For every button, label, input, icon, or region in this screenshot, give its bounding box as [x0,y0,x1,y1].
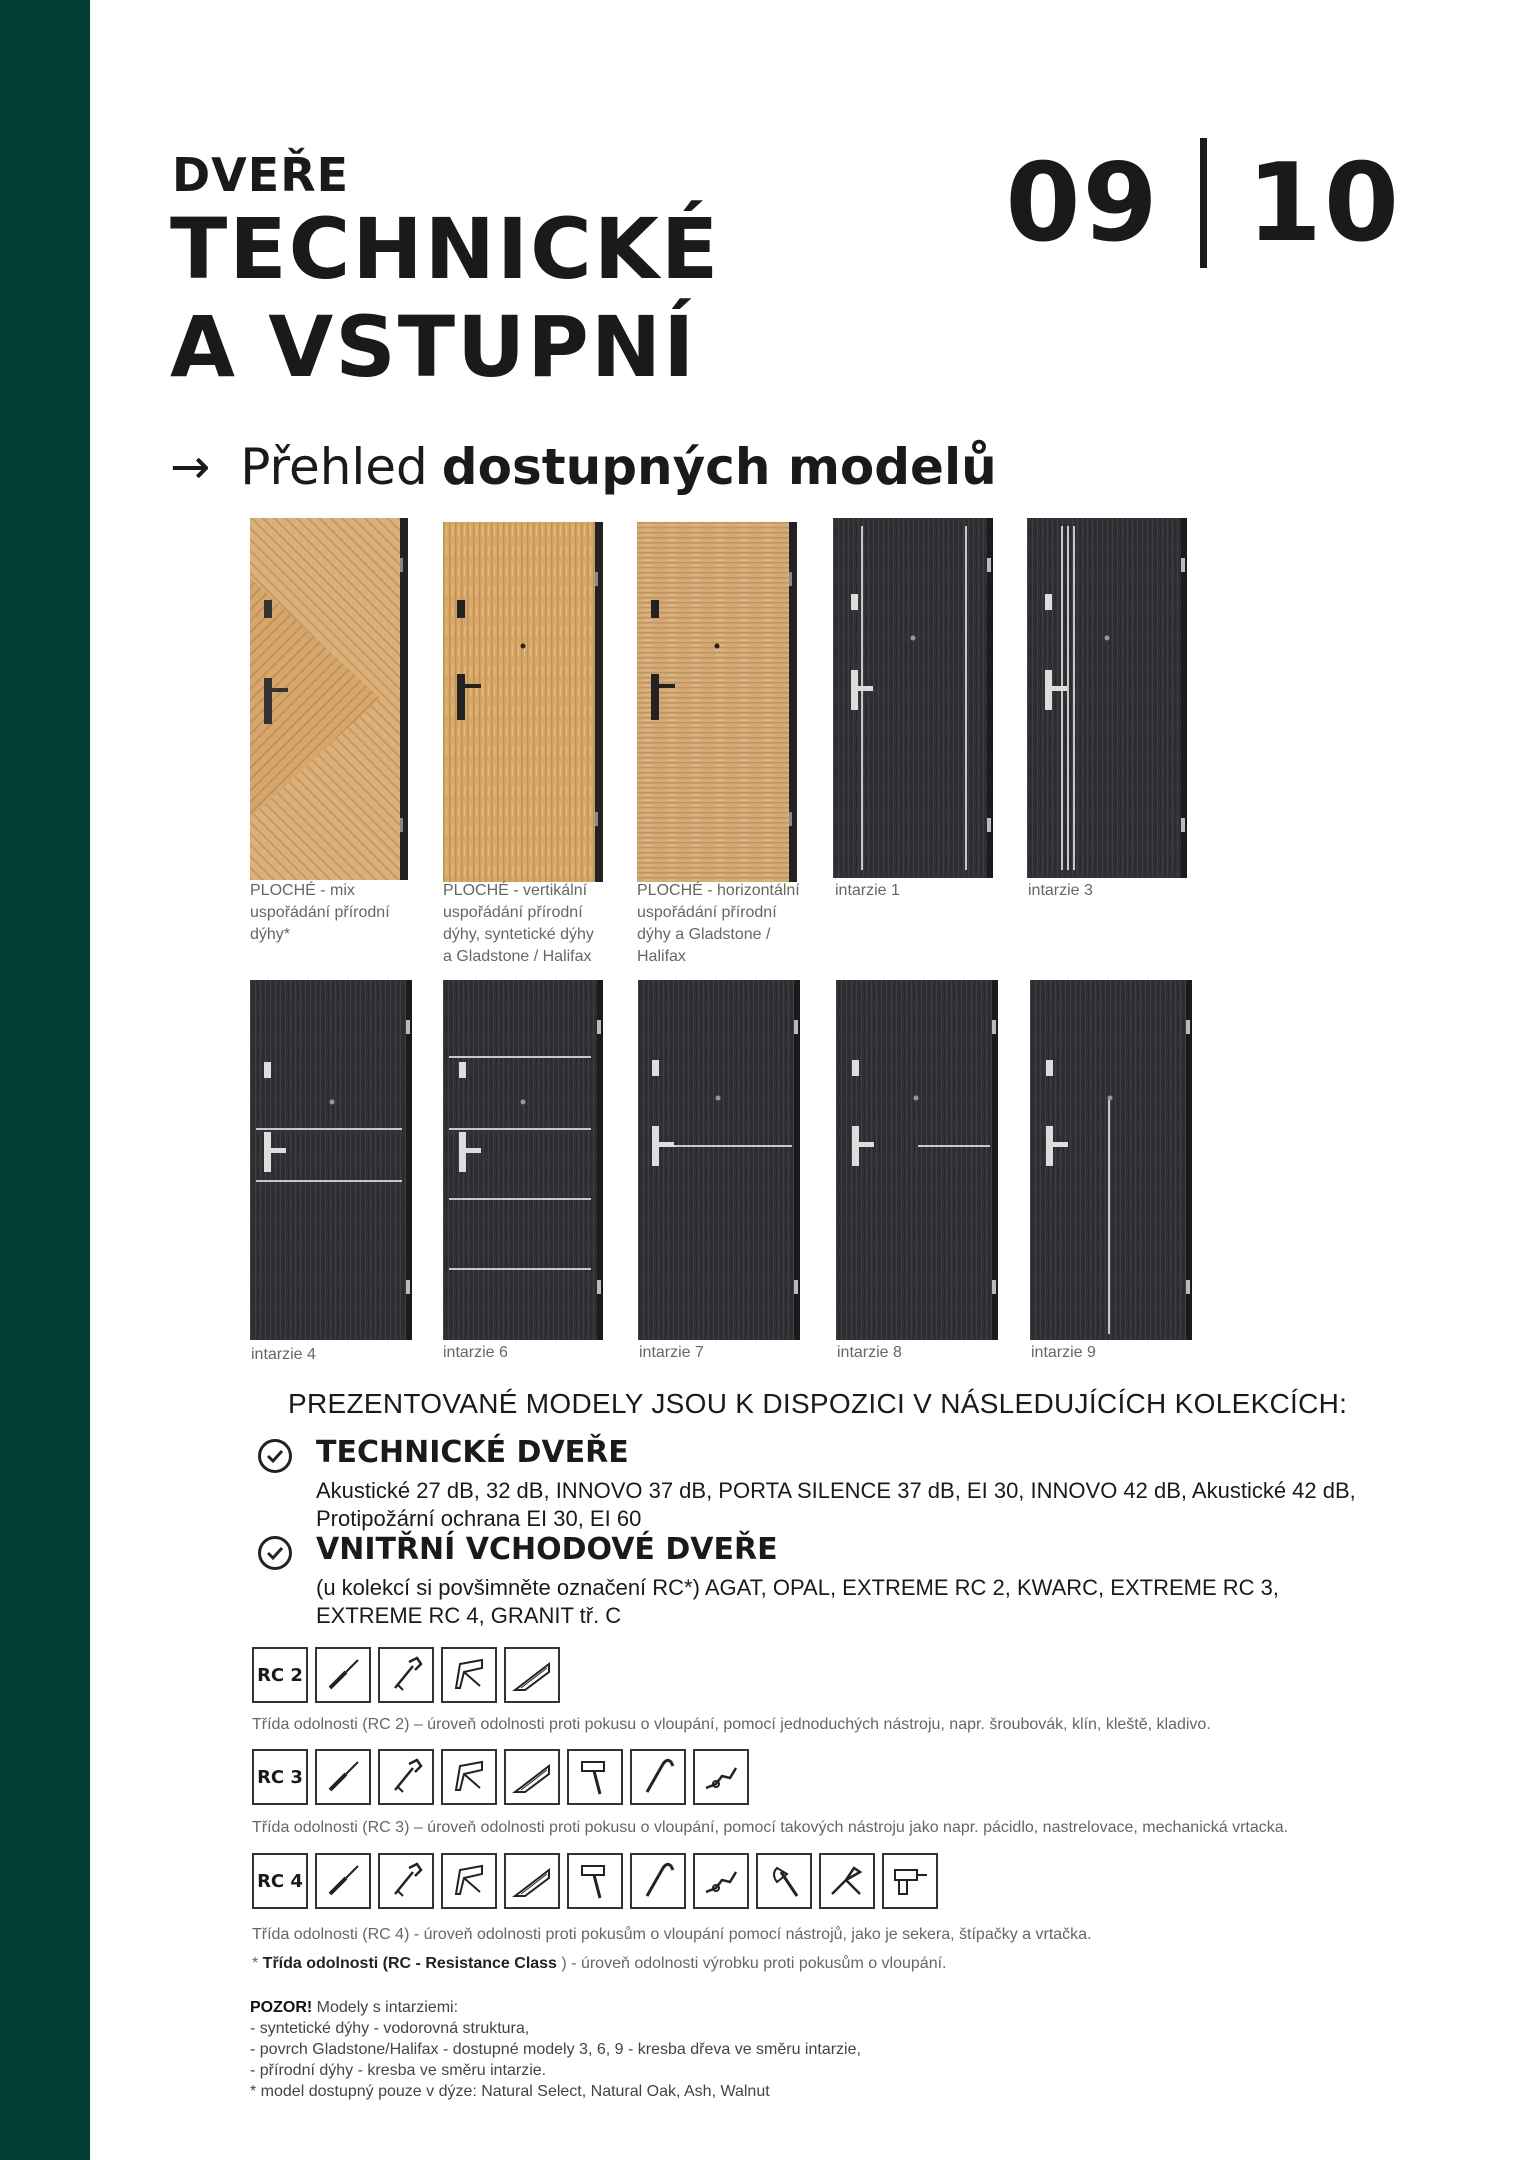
rc-footnote [252,1955,947,1973]
door-image [250,518,408,880]
door-image [443,522,603,882]
caption-intarzie-7 [639,1342,704,1364]
wedge-icon [504,1853,560,1909]
rc3-label: RC 3 [252,1749,308,1805]
page-right: 10 [1246,140,1401,266]
crowbar-icon [630,1853,686,1909]
caption-line: dýhy a Gladstone / [637,926,771,943]
heading-entry: A VSTUPNÍ [170,298,697,396]
footnote-star: * [252,1955,263,1972]
caption-line: dýhy, syntetické dýhy [443,926,594,943]
page-divider [1200,138,1207,268]
door-intarzie-7 [638,980,800,1340]
collection-title: VNITŘNÍ VCHODOVÉ DVEŘE [316,1532,778,1567]
door-intarzie-1 [833,518,993,878]
collection-title: TECHNICKÉ DVEŘE [316,1435,629,1470]
door-intarzie-6 [443,980,603,1340]
page-left: 09 [1005,140,1160,266]
arrow-right-icon: → [170,439,211,495]
hammer-icon [567,1853,623,1909]
warning-line: - povrch Gladstone/Halifax - dostupné modely 3, 6, 9 - kresba dřeva ve směru intarzie, [250,2041,861,2058]
caption-line: uspořádání přírodní [250,904,390,921]
cutter-icon [819,1853,875,1909]
heading-doors: DVEŘE [172,148,350,202]
rc2-description: Třída odolnosti (RC 2) – úroveň odolnosti proti pokusu o vloupání, pomocí jednoduchých nástroju, napr. šroubovák, klín, kleště, kladivo. [252,1716,1211,1733]
caption-line: intarzie 7 [639,1344,704,1361]
hand-drill-icon [693,1853,749,1909]
caption-line: PLOCHÉ - horizontální [637,882,800,899]
hand-drill-icon [693,1749,749,1805]
door-intarzie-3 [1027,518,1187,878]
axe-icon [756,1853,812,1909]
caption-line: Halifax [637,948,686,965]
rc2-label: RC 2 [252,1647,308,1703]
door-intarzie-8 [836,980,998,1340]
caption-line: PLOCHÉ - vertikální [443,882,588,899]
section-title-bold: dostupných modelů [441,438,997,496]
footnote-bold: Třída odolnosti (RC - Resistance Class [262,1955,557,1972]
caption-line: dýhy* [250,926,291,943]
collection-line: EXTREME RC 4, GRANIT tř. C [316,1603,622,1628]
caption-intarzie-9 [1031,1342,1096,1364]
door-image [1027,518,1187,878]
page-numbers [1005,138,1401,268]
rc4-row [252,1853,945,1917]
warning-heading [250,1997,861,2018]
caption-line: uspořádání přírodní [637,904,777,921]
footnote-rest: ) - úroveň odolnosti výrobku proti pokusům o vloupání. [556,1955,947,1972]
check-circle-icon [258,1439,292,1473]
door-image [638,980,800,1340]
door-ploche-horizontal [637,522,797,882]
rc4-description: Třída odolnosti (RC 4) - úroveň odolnosti proti pokusům o vloupání pomocí nástrojů, jako je sekera, štípačky a vrtačka. [252,1926,1092,1943]
caption-intarzie-8 [837,1342,902,1364]
collection-line: (u kolekcí si povšimněte označení RC*) AGAT, OPAL, EXTREME RC 2, KWARC, EXTREME RC 3, [316,1575,1279,1600]
door-image [443,980,603,1340]
heading-main [170,200,720,396]
saw-icon [441,1749,497,1805]
screwdriver-icon [315,1749,371,1805]
saw-icon [441,1853,497,1909]
section-title-normal: Přehled [240,438,428,496]
collection-line: Akustické 27 dB, 32 dB, INNOVO 37 dB, PORTA SILENCE 37 dB, EI 30, INNOVO 42 dB, Akustické 42 dB, [316,1478,1356,1503]
door-intarzie-4 [250,980,412,1340]
wrench-icon [378,1749,434,1805]
caption-line: intarzie 6 [443,1344,508,1361]
caption-ploche-mix [250,880,390,946]
screwdriver-icon [315,1647,371,1703]
wedge-icon [504,1749,560,1805]
caption-line: a Gladstone / Halifax [443,948,592,965]
door-image [833,518,993,878]
caption-line: PLOCHÉ - mix [250,882,355,899]
warning-block [250,1997,861,2102]
crowbar-icon [630,1749,686,1805]
section-title [170,438,997,496]
collection-text [316,1574,1279,1630]
rc2-row [252,1647,567,1711]
caption-line: uspořádání přírodní [443,904,583,921]
caption-intarzie-4 [251,1344,316,1366]
door-image [250,980,412,1340]
collection-line: Protipožární ochrana EI 30, EI 60 [316,1506,642,1531]
saw-icon [441,1647,497,1703]
door-image [637,522,797,882]
caption-line: intarzie 3 [1028,882,1093,899]
warning-line: - přírodní dýhy - kresba ve směru intarzie. [250,2062,547,2079]
caption-line: intarzie 4 [251,1346,316,1363]
caption-line: intarzie 9 [1031,1344,1096,1361]
caption-ploche-horizontal [637,880,800,968]
caption-intarzie-1 [835,880,900,902]
caption-line: intarzie 1 [835,882,900,899]
door-ploche-mix [250,518,408,880]
door-intarzie-9 [1030,980,1192,1340]
warning-line: * model dostupný pouze v dýze: Natural Select, Natural Oak, Ash, Walnut [250,2083,770,2100]
rc3-description: Třída odolnosti (RC 3) – úroveň odolnosti proti pokusu o vloupání, pomocí takových nástroju jako napr. pácidlo, nastrelovace, mechanická vrtacka. [252,1819,1289,1836]
rc3-row [252,1749,756,1813]
hammer-icon [567,1749,623,1805]
sidebar-stripe [0,0,90,2160]
door-image [1030,980,1192,1340]
warning-first: Modely s intarziemi: [312,1999,459,2016]
wrench-icon [378,1853,434,1909]
door-image [836,980,998,1340]
collections-intro: PREZENTOVANÉ MODELY JSOU K DISPOZICI V NÁSLEDUJÍCÍCH KOLEKCÍCH: [288,1388,1348,1419]
heading-technical: TECHNICKÉ [170,200,721,298]
caption-ploche-vertical [443,880,594,968]
power-drill-icon [882,1853,938,1909]
wrench-icon [378,1647,434,1703]
warning-bold: POZOR! [250,1999,313,2016]
caption-intarzie-3 [1028,880,1093,902]
screwdriver-icon [315,1853,371,1909]
caption-line: intarzie 8 [837,1344,902,1361]
door-ploche-vertical [443,522,603,882]
wedge-icon [504,1647,560,1703]
warning-line: - syntetické dýhy - vodorovná struktura, [250,2020,530,2037]
check-circle-icon [258,1536,292,1570]
caption-intarzie-6 [443,1342,508,1364]
collection-text [316,1477,1356,1533]
rc4-label: RC 4 [252,1853,308,1909]
